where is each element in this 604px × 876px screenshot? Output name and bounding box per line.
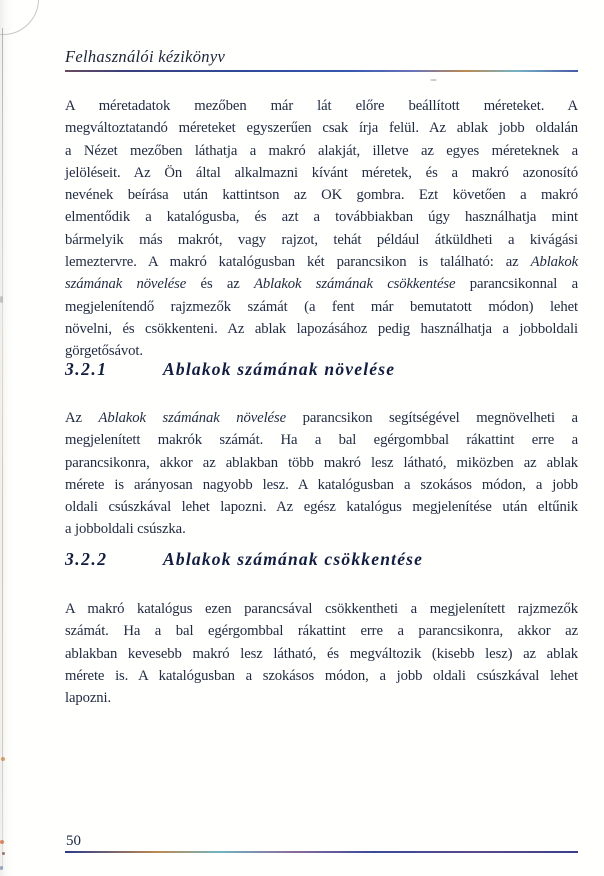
- text-line: [65, 620, 578, 642]
- text-line: [65, 251, 578, 273]
- text-run: A makró katalógus ezen parancsával csökkentheti a megjelenített rajzmezők: [65, 601, 578, 617]
- text-line: [65, 429, 578, 451]
- text-run: a Nézet mezőben láthatja a makró alakját, illetve az egyes méreteknek a: [65, 142, 578, 159]
- text-run: és az: [186, 276, 255, 293]
- text-line: [65, 140, 578, 162]
- text-line: [65, 452, 578, 474]
- text-line: [65, 665, 578, 687]
- text-run: megjelenített makrók számát. Ha a bal egérgombbal rákattint erre a: [65, 432, 578, 449]
- scan-speck: [2, 852, 5, 855]
- text-run: mérete is arányosan nagyobb lesz. A katalógusban a szokásos módon, a jobb: [65, 476, 578, 493]
- text-line: [65, 206, 578, 228]
- text-line: [65, 229, 578, 251]
- text-line: [65, 273, 578, 295]
- text-line: [65, 518, 578, 540]
- section-title: Ablakok számának növelése: [163, 359, 396, 379]
- italic-run: Ablakok számának növelése: [98, 410, 287, 426]
- text-run: parancsikonnal a: [455, 276, 579, 293]
- text-line: [65, 162, 578, 184]
- text-run: jelöléseit. Az Ön által alkalmazni kívánt méretek, és a makró azonosító: [65, 164, 578, 181]
- section-3-2-1-paragraph: [65, 407, 578, 541]
- section-number: 3.2.2: [65, 549, 108, 569]
- text-line: [65, 687, 578, 709]
- running-header-title: Felhasználói kézikönyv: [65, 47, 226, 66]
- section-number: 3.2.1: [65, 359, 108, 379]
- text-run: a jobboldali csúszka.: [65, 521, 186, 538]
- text-run: bármelyik más makrót, vagy rajzot, tehát például átküldheti a kivágási: [65, 231, 578, 248]
- text-run: oldali csúszkával lehet lapozni. Az egész katalógus megjelenítése után eltűnik: [65, 499, 578, 516]
- page-number: 50: [66, 833, 81, 849]
- text-line: [65, 598, 578, 620]
- section-title: Ablakok számának csökkentése: [163, 549, 424, 569]
- text-run: lapozni.: [65, 690, 112, 707]
- text-run: lemeztervre. A makró katalógusban két parancsikon is található: az: [65, 254, 531, 271]
- text-run: parancsikonra, akkor az ablakban több makró lesz látható, miközben az ablak: [65, 454, 578, 471]
- scan-speck: [0, 296, 3, 303]
- italic-run: számának növelése: [65, 276, 187, 293]
- text-run: görgetősávot.: [65, 343, 143, 360]
- text-run: Az: [65, 410, 99, 426]
- text-line: [65, 318, 578, 340]
- italic-run: Ablakok: [530, 254, 578, 271]
- text-run: megváltoztatandó méreteket egyszerűen csak írja felül. Az ablak jobb oldalán: [65, 120, 578, 137]
- text-line: [65, 184, 578, 206]
- text-run: ablakban kevesebb makró lesz látható, és megváltozik (kisebb lesz) az ablak: [65, 645, 578, 662]
- text-run: számát. Ha a bal egérgombbal rákattint erre a parancsikonra, akkor az: [65, 623, 578, 640]
- text-run: növelni, és csökkenteni. Az ablak lapozásához pedig használhatja a jobboldali: [65, 320, 578, 337]
- header-rule: [65, 70, 578, 72]
- intro-paragraph: [65, 95, 578, 363]
- section-heading-3-2-1: [65, 359, 395, 380]
- scan-speck: [430, 79, 437, 81]
- text-line: [65, 643, 578, 665]
- text-line: [65, 496, 578, 518]
- text-line: [65, 296, 578, 318]
- text-run: megjelenítendő rajzmezők számát (a fent már bemutatott módon) lehet: [65, 298, 578, 315]
- scan-speck: [0, 866, 3, 870]
- scan-speck: [1, 757, 5, 761]
- scan-speck: [0, 840, 4, 844]
- text-run: parancsikon segítségével megnövelheti a: [286, 410, 578, 426]
- section-3-2-2-paragraph: [65, 598, 578, 709]
- text-line: [65, 407, 578, 429]
- footer-rule: [65, 851, 578, 853]
- section-heading-3-2-2: [65, 549, 423, 570]
- text-line: [65, 117, 578, 139]
- scan-edge-line: [2, 28, 3, 868]
- text-line: [65, 474, 578, 496]
- text-run: A méretadatok mezőben már lát előre beállított méreteket. A: [65, 98, 578, 114]
- text-line: [65, 95, 578, 117]
- italic-run: Ablakok számának csökkentése: [254, 276, 456, 293]
- text-run: elmentődik a katalógusba, és azt a továbbiakban úgy használhatja mint: [65, 209, 578, 226]
- page-curl-artifact: [0, 0, 39, 35]
- text-run: mérete is. A katalógusban a szokásos módon, a jobb oldali csúszkával lehet: [65, 667, 578, 684]
- text-run: nevének beírása után kattintson az OK gombra. Ezt követően a makró: [65, 187, 578, 204]
